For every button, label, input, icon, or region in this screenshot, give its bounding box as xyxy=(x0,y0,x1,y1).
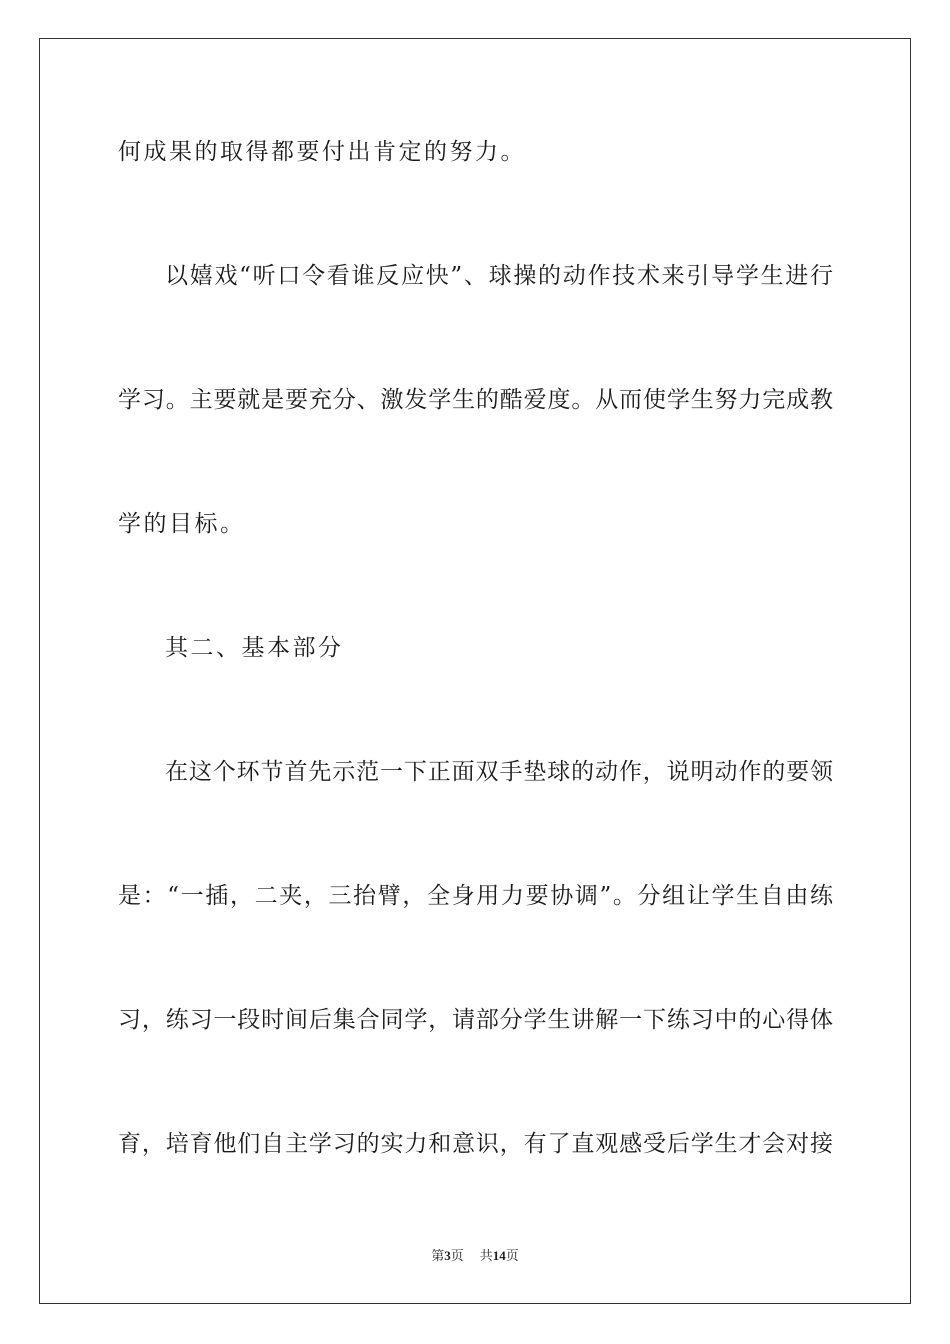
paragraph-line: 习，练习一段时间后集合同学，请部分学生讲解一下练习中的心得体 xyxy=(118,1007,833,1033)
paragraph-line: 在这个环节首先示范一下正面双手垫球的动作，说明动作的要领 xyxy=(165,759,833,785)
page-number-prefix: 第 xyxy=(431,1248,445,1263)
paragraph-line: 育，培育他们自主学习的实力和意识，有了直观感受后学生才会对接 xyxy=(118,1131,833,1157)
paragraph-line: 以嬉戏“听口令看谁反应快”、球操的动作技术来引导学生进行 xyxy=(165,263,833,289)
page-border xyxy=(39,38,911,1304)
paragraph-line: 学习。主要就是要充分、激发学生的酷爱度。从而使学生努力完成教 xyxy=(118,387,833,413)
paragraph-line: 学的目标。 xyxy=(118,511,246,537)
page-footer xyxy=(0,1247,950,1265)
total-pages-suffix: 页 xyxy=(505,1248,519,1263)
total-pages-prefix: 共 xyxy=(479,1248,493,1263)
total-page-count: 14 xyxy=(492,1248,506,1263)
page-number-suffix: 页 xyxy=(450,1248,464,1263)
paragraph-line: 何成果的取得都要付出肯定的努力。 xyxy=(118,139,526,165)
current-page-number: 3 xyxy=(444,1248,451,1263)
paragraph-line: 是：“一插，二夹，三抬臂，全身用力要协调”。分组让学生自由练 xyxy=(118,883,833,909)
section-heading: 其二、基本部分 xyxy=(165,635,344,661)
